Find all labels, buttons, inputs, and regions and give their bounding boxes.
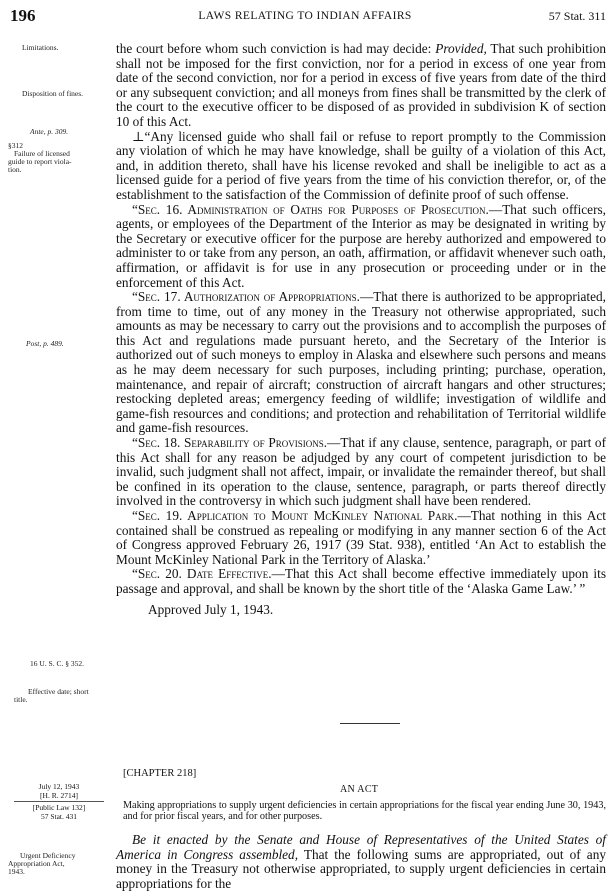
- margin-note-disposition: Disposition of fines.: [22, 89, 84, 98]
- section-20-heading: “Sec. 20. Date Effective.: [132, 566, 272, 582]
- margin-note-limitations: Limitations.: [22, 43, 59, 52]
- act-summary: Making appropriations to supply urgent deficiencies in certain appropriations for the fiscal year ending June 30, 1943, and for prior fiscal years, and for other purposes.: [123, 800, 606, 823]
- margin-note-date: [12, 783, 106, 800]
- page-number: 196: [10, 6, 36, 25]
- margin-rule: [14, 801, 104, 802]
- main-text: [116, 42, 606, 617]
- paragraph-1-start: the court before whom such conviction is had may decide:: [116, 41, 436, 56]
- section-17-body: —That there is authorized to be appropriated, from time to time, out of any money in the Treasury not otherwise appropriated, such amounts as may be necessary to carry out the provisions and to accomplish the purposes of this Act and regulations made pursuant hereto, and the Secretary of the Interior is authorized out of such moneys to employ in Alaska and elsewhere such persons and means as he may deem necessary for such purposes, including printing; purchase, operation, maintenance, and repair of aircraft; construction of aircraft hangars and other structures; restocking depleted areas; emergency feeding of wildlife; investigation of wildlife and game-fish resources and conditions; and protection and rehabilitation of Territorial wildlife and game-fish resources.: [116, 289, 606, 436]
- enacting-text: That the following sums are appropriated, out of any money in the Treasury not otherwise appropriated, to supply urgent deficiencies in certain appropriations for the: [116, 846, 606, 891]
- section-divider: [340, 723, 400, 724]
- paragraph-licensed-guide: ⊥“Any licensed guide who shall fail or refuse to report promptly to the Commission any violation of which he may have knowledge, shall be guilty of a violation of this Act, and, in addition thereto, shall have his license revoked and shall be ineligible to act as a licensed guide for a period of five years from the time of his conviction therefor, or, of the establishment to the satisfaction of the Commission of definite proof of such offense.: [116, 128, 606, 202]
- effective-line-1: Effective date; short: [28, 687, 89, 696]
- section-19-heading: “Sec. 19. Application to Mount McKinley National Park.: [132, 508, 458, 523]
- paragraph-1-rest: That such prohibition shall not be imposed for the first conviction, nor for a period in excess of one year from date of the second conviction, nor for a period in excess of five years from date of the third or any subsequent conviction; and all moneys from fines shall be transmitted by the clerk of the court to the executive officer to be disposed of as provided in subdivision K of section 10 of this Act.: [116, 41, 606, 129]
- section-16: [116, 203, 606, 291]
- statute-reference: 57 Stat. 311: [548, 9, 606, 23]
- section-18: [116, 436, 606, 509]
- failure-line-3: tion.: [8, 165, 22, 174]
- enacting-formula: Be it enacted by the Senate and House of Representatives of the United States of America in Congress assembled,: [116, 832, 606, 862]
- stat-reference: 57 Stat. 431: [40, 811, 78, 821]
- chapter-heading: [CHAPTER 218]: [123, 768, 197, 779]
- paragraph-provided: [116, 42, 606, 130]
- bill-number: [H. R. 2714]: [40, 790, 78, 800]
- approved-line: Approved July 1, 1943.: [148, 601, 274, 617]
- provided-term: Provided,: [435, 41, 487, 56]
- date-line: July 12, 1943: [38, 782, 80, 791]
- margin-note-post: Post, p. 489.: [26, 339, 64, 348]
- section-18-body: —That if any clause, sentence, paragraph, or part of this Act shall for any reason be adjudged by any court of competent jurisdiction to be invalid, such judgment shall not affect, impair, or invalidate the remainder thereof, but shall be confined in its operation to the clause, sentence, paragraph, or parts thereof directly involved in the controversy in which such judgment shall have been rendered.: [116, 435, 606, 509]
- margin-note-failure: [8, 142, 72, 174]
- margin-note-ante: Ante, p. 309.: [30, 127, 69, 136]
- section-19-body: —That nothing in this Act contained shall be construed as repealing or modifying in any manner section 6 of the Act of Congress approved February 26, 1917 (39 Stat. 938), entitled ‘An Act to establish the Mount McKinley National Park in the Territory of Alaska.’: [116, 508, 606, 567]
- section-18-heading: “Sec. 18. Separability of Provisions.: [132, 435, 328, 451]
- margin-note-usc: 16 U. S. C. § 352.: [30, 659, 84, 668]
- page-header: [0, 6, 616, 28]
- margin-note-effective: [14, 688, 89, 704]
- section-mark: §312: [8, 141, 23, 150]
- margin-note-public-law: [12, 804, 106, 821]
- failure-line-1: Failure of licensed: [14, 149, 70, 158]
- running-title: LAWS RELATING TO INDIAN AFFAIRS: [198, 10, 412, 22]
- section-20: [116, 567, 606, 596]
- failure-line-2: guide to report viola-: [8, 157, 72, 166]
- act-title: AN ACT: [340, 784, 379, 795]
- public-law-number: [Public Law 132]: [32, 803, 86, 812]
- urgent-line-1: Urgent Deficiency: [20, 851, 76, 860]
- section-16-heading: “Sec. 16. Administration of Oaths for Purposes of Prosecution.: [132, 201, 489, 217]
- urgent-line-2: Appropriation Act,: [8, 859, 65, 868]
- urgent-line-3: 1943.: [8, 867, 25, 876]
- section-16-body: —That such officers, agents, or employees of the Department of the Interior as may be designated in writing by the Secretary or executive officer for the purpose are hereby authorized and empowered to administer to or take from any person, an oath, affirmation, or affidavit whenever such oath, affirmation, or affidavit is for use in any prosecution or proceeding under or in the enforcement of this Act.: [116, 201, 606, 290]
- margin-note-urgent: [8, 852, 75, 876]
- section-17: [116, 290, 606, 436]
- section-17-heading: “Sec. 17. Authorization of Appropriations.: [132, 289, 360, 305]
- effective-line-2: title.: [14, 695, 28, 704]
- section-20-body: —That this Act shall become effective immediately upon its passage and approval, and shall be known by the short title of the ‘Alaska Game Law.’ ”: [116, 566, 607, 596]
- enacting-clause: [116, 833, 606, 891]
- section-19: [116, 509, 606, 567]
